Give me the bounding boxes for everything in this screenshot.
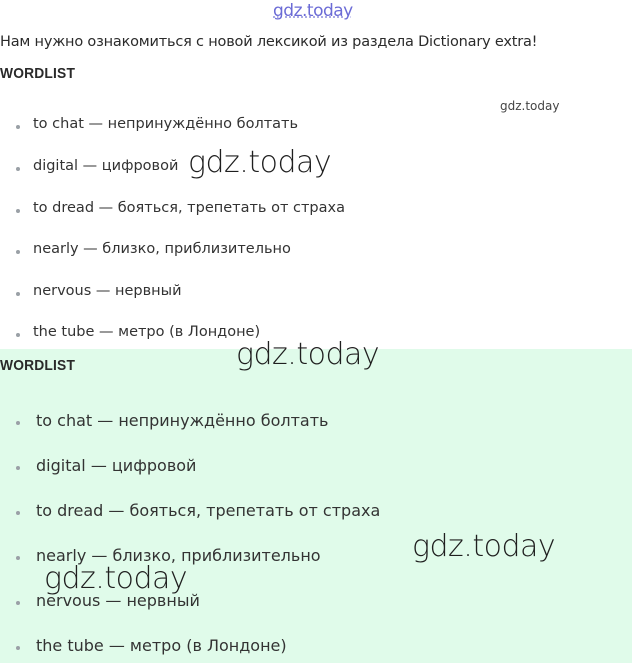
list-item-text: the tube — метро (в Лондоне) [36, 636, 287, 655]
bullet-icon [16, 125, 20, 129]
bullet-icon [16, 167, 20, 171]
list-item-text: nervous — нервный [33, 283, 182, 299]
watermark-overlay-2: gdz.today [236, 337, 380, 372]
bullet-icon [16, 333, 20, 337]
bullet-icon [16, 292, 20, 296]
bullet-icon [16, 511, 20, 515]
list-item-text: nervous — нервный [36, 591, 200, 610]
list-item-text: to chat — непринуждённо болтать [33, 116, 299, 132]
watermark-overlay-3: gdz.today [412, 529, 556, 564]
intro-text: Нам нужно ознакомиться с новой лексикой из раздела Dictionary extra! [0, 34, 538, 50]
bullet-icon [16, 556, 20, 560]
list-item-text: digital — цифровой [36, 456, 197, 475]
list-item-text: to dread — бояться, трепетать от страха [36, 501, 381, 520]
list-item-text: to dread — бояться, трепетать от страха [33, 200, 345, 216]
list-item-text: nearly — близко, приблизительно [36, 546, 321, 565]
bullet-icon [16, 646, 20, 650]
list-item-text: to chat — непринуждённо болтать [36, 411, 329, 430]
list-item-text: digital — цифровой [33, 158, 179, 174]
bullet-icon [16, 209, 20, 213]
wordlist-heading-1: WORDLIST [0, 65, 76, 82]
bullet-icon [16, 421, 20, 425]
watermark-top: gdz.today [273, 1, 353, 21]
bullet-icon [16, 466, 20, 470]
wordlist-heading-2: WORDLIST [0, 357, 76, 374]
list-item-text: the tube — метро (в Лондоне) [33, 324, 261, 340]
watermark-overlay-1: gdz.today [188, 145, 332, 180]
watermark-overlay-4: gdz.today [44, 561, 188, 596]
list-item-text: nearly — близко, приблизительно [33, 241, 291, 257]
watermark-small: gdz.today [500, 99, 560, 113]
bullet-icon [16, 601, 20, 605]
bullet-icon [16, 250, 20, 254]
